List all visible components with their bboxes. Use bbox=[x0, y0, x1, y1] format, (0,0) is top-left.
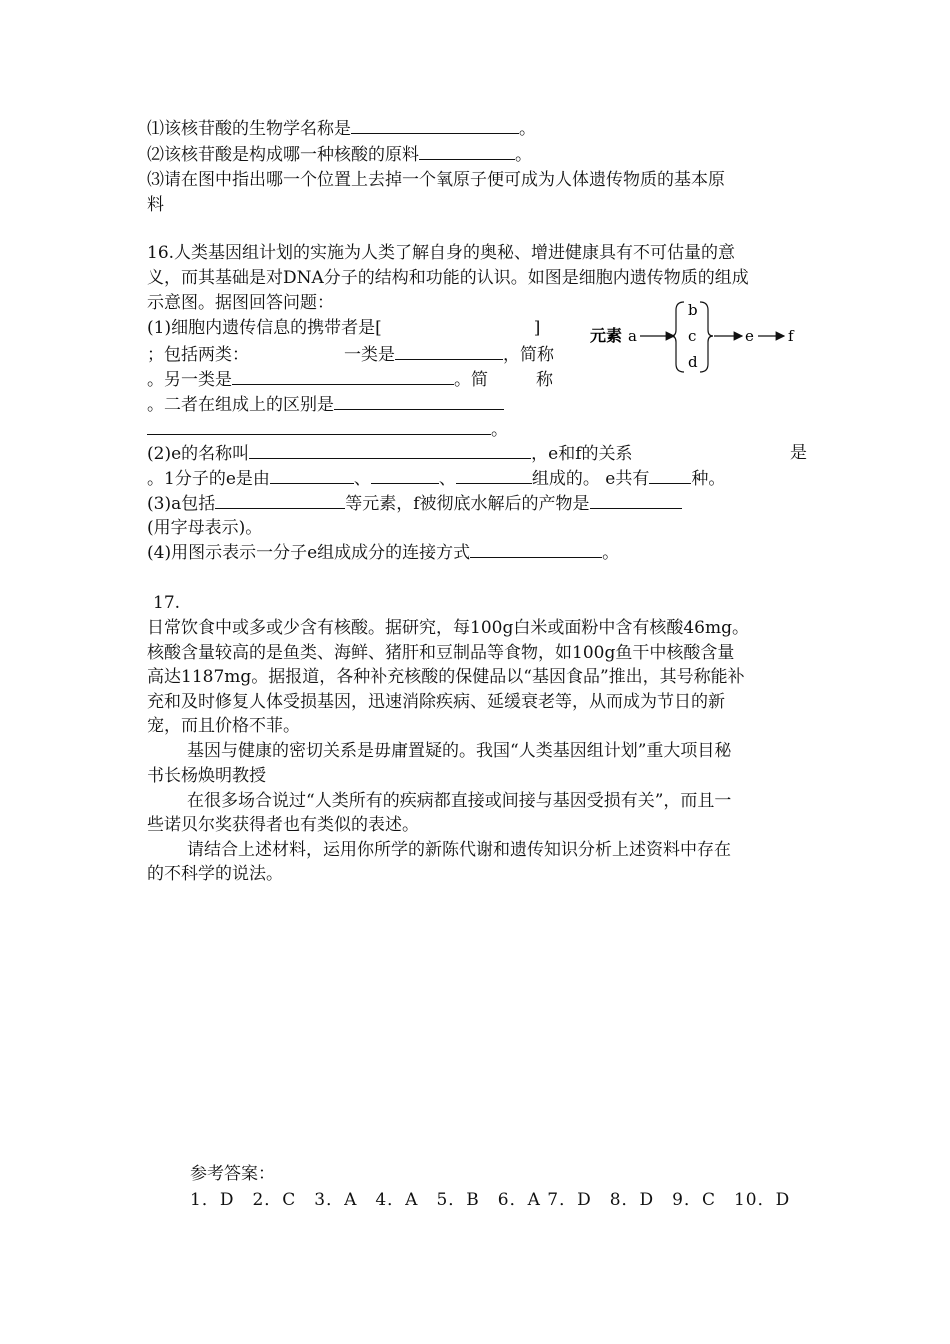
blank-difference-cont[interactable] bbox=[147, 417, 491, 435]
blank-e-comp-3[interactable] bbox=[456, 466, 532, 484]
q17-line-5: 宠，而且价格不菲。 bbox=[147, 716, 300, 736]
q16-sub1-line-c: 。另一类是 。简 称 bbox=[147, 367, 553, 392]
blank-e-name[interactable] bbox=[249, 441, 531, 459]
q17-line-1: 日常饮食中或多或少含有核酸。据研究，每100g白米或面粉中含有核酸46mg。 bbox=[147, 618, 749, 638]
q17-line-8: 在很多场合说过“人类所有的疾病都直接或间接与基因受损有关”，而且一 bbox=[187, 791, 732, 811]
q17-number: 17. bbox=[153, 593, 181, 613]
blank-a-elements[interactable] bbox=[215, 491, 345, 509]
q15-line-3: ⑶请在图中指出哪一个位置上去掉一个氧原子便可成为人体遗传物质的基本原 bbox=[147, 170, 725, 190]
blank-q15-2[interactable] bbox=[419, 142, 515, 160]
q16-sub3-line-b: (用字母表示)。 bbox=[147, 518, 263, 538]
blank-e-count[interactable] bbox=[649, 466, 691, 484]
blank-e-linkage[interactable] bbox=[470, 540, 602, 558]
blank-q15-1[interactable] bbox=[351, 116, 519, 134]
right-brace bbox=[700, 302, 713, 372]
q17-line-10: 请结合上述材料，运用你所学的新陈代谢和遗传知识分析上述资料中存在 bbox=[187, 840, 731, 860]
node-f: f bbox=[788, 327, 794, 345]
label-element: 元素 bbox=[590, 326, 623, 345]
q16-para-1: 16.人类基因组计划的实施为人类了解自身的奥秘、增进健康具有不可估量的意 bbox=[147, 243, 736, 263]
node-d: d bbox=[688, 353, 698, 371]
node-b: b bbox=[688, 301, 698, 319]
composition-diagram bbox=[588, 298, 808, 378]
blank-type2[interactable] bbox=[232, 367, 454, 385]
q16-sub2-line-a: (2)e的名称叫 ，e和f的关系 是 bbox=[147, 443, 807, 464]
blank-e-comp-2[interactable] bbox=[371, 466, 439, 484]
q16-sub1-line-a: (1)细胞内遗传信息的携带者是[ ] bbox=[147, 318, 541, 338]
q16-para-3: 示意图。据图回答问题： bbox=[147, 293, 334, 313]
q16-sub1-line-e: 。 bbox=[147, 417, 508, 442]
q16-sub1-line-b: ；包括两类： 一类是 ，简称 bbox=[147, 342, 554, 367]
q16-sub3-line-a: (3)a包括 等元素，f被彻底水解后的产物是 bbox=[147, 491, 682, 516]
blank-e-comp-1[interactable] bbox=[270, 466, 354, 484]
q16-sub1-line-d: 。二者在组成上的区别是 bbox=[147, 392, 504, 417]
answers-list: 1．D 2．C 3．A 4．A 5．B 6．A 7．D 8．D 9．C 10．D bbox=[190, 1190, 791, 1210]
q16-para-2: 义，而其基础是对DNA分子的结构和功能的认识。如图是细胞内遗传物质的组成 bbox=[147, 268, 749, 288]
q17-line-7: 书长杨焕明教授 bbox=[147, 766, 266, 786]
node-a: a bbox=[628, 327, 637, 345]
answers-title: 参考答案： bbox=[190, 1164, 275, 1184]
q17-line-6: 基因与健康的密切关系是毋庸置疑的。我国“人类基因组计划”重大项目秘 bbox=[187, 741, 732, 761]
q16-sub2-line-b: 。1分子的e是由 、 、 组成的。 e共有 种。 bbox=[147, 466, 725, 491]
q15-line-4: 料 bbox=[147, 195, 164, 215]
q15-line-1: ⑴该核苷酸的生物学名称是 。 bbox=[147, 116, 536, 141]
blank-difference[interactable] bbox=[334, 392, 504, 410]
q17-line-11: 的不科学的说法。 bbox=[147, 864, 283, 884]
node-e: e bbox=[745, 327, 754, 345]
q17-line-2: 核酸含量较高的是鱼类、海鲜、猪肝和豆制品等食物，如100g鱼干中核酸含量 bbox=[147, 643, 735, 663]
q17-line-3: 高达1187mg。据报道，各种补充核酸的保健品以“基因食品”推出，其号称能补 bbox=[147, 667, 745, 687]
node-c: c bbox=[688, 327, 697, 345]
left-brace bbox=[671, 302, 684, 372]
q16-sub4-line: (4)用图示表示一分子e组成成分的连接方式 。 bbox=[147, 540, 619, 565]
q17-line-4: 充和及时修复人体受损基因，迅速消除疾病、延缓衰老等，从而成为节日的新 bbox=[147, 692, 725, 712]
q17-line-9: 些诺贝尔奖获得者也有类似的表述。 bbox=[147, 815, 419, 835]
blank-type1[interactable] bbox=[395, 342, 503, 360]
blank-f-products[interactable] bbox=[590, 491, 682, 509]
q15-line-2: ⑵该核苷酸是构成哪一种核酸的原料 。 bbox=[147, 142, 532, 167]
